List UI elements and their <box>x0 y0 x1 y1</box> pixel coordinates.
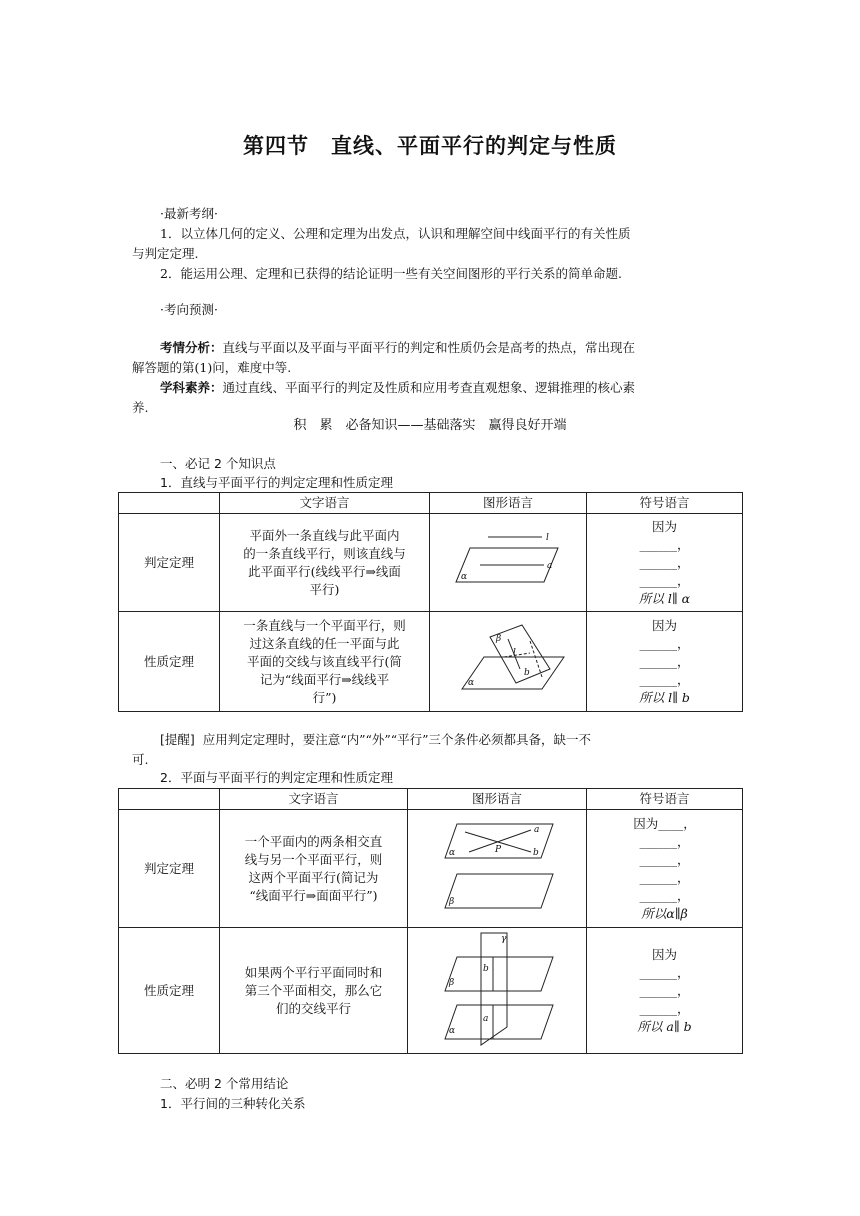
row-figure <box>430 514 587 612</box>
line-plane-parallel-table <box>118 492 743 712</box>
tip-line-1 <box>160 730 591 750</box>
symbol-line: ______， <box>639 536 690 552</box>
symbol-line: 因为 <box>651 617 677 633</box>
text-line: 如果两个平行平面同时和 <box>244 964 383 980</box>
symbol-line: ______， <box>639 833 690 849</box>
label-alpha: α <box>461 572 468 582</box>
text-line: 平面的交线与该直线平行(简 <box>247 653 402 669</box>
symbol-line: ______， <box>639 653 690 669</box>
header-text-language: 文字语言 <box>220 493 430 514</box>
row-figure <box>408 810 587 928</box>
subsection-3-heading: 1．平行间的三种转化关系 <box>160 1096 306 1111</box>
text-line: 行”) <box>312 689 337 705</box>
label-l: l <box>546 533 549 543</box>
text-line: 过这条直线的任一平面与此 <box>249 635 400 651</box>
row-symbol <box>587 810 743 928</box>
outline-item-2: 2．能运用公理、定理和已获得的结论证明一些有关空间图形的平行关系的简单命题. <box>160 266 622 281</box>
row-symbol <box>587 514 743 612</box>
text-line: “线面平行⇒面面平行”) <box>249 887 378 903</box>
outline-heading: ·最新考纲· <box>160 206 218 221</box>
symbol-conclusion: 所以 a∥ b <box>637 1018 692 1034</box>
label-beta: β <box>449 978 455 988</box>
label-gamma: γ <box>501 934 507 944</box>
row-text <box>220 928 408 1054</box>
symbol-line: 因为 <box>651 946 677 962</box>
text-line: 此平面平行(线线平行⇒线面 <box>248 563 401 579</box>
tip-label: [提醒] <box>160 732 195 747</box>
text-line: 平面外一条直线与此平面内 <box>249 527 400 543</box>
table-row <box>119 810 743 928</box>
table-header-row <box>119 789 743 810</box>
text-line: 这两个平面平行(简记为 <box>248 869 379 885</box>
label-a: a <box>534 825 540 835</box>
text-line: 一个平面内的两条相交直 <box>244 833 383 849</box>
label-b: b <box>533 848 539 858</box>
label-a: a <box>547 561 553 571</box>
label-beta: β <box>496 634 502 644</box>
label-alpha: α <box>449 848 456 858</box>
text-line: 们的交线平行 <box>275 1000 351 1016</box>
header-symbol-language: 符号语言 <box>587 789 743 810</box>
label-b: b <box>524 668 530 678</box>
plane-plane-parallel-figure <box>435 816 559 916</box>
symbol-line: ______， <box>639 635 690 651</box>
text-line: 第三个平面相交，那么它 <box>244 982 383 998</box>
symbol-conclusion: 所以 l∥ b <box>639 689 690 705</box>
header-figure-language: 图形语言 <box>430 493 587 514</box>
subsection-1-heading: 1．直线与平面平行的判定定理和性质定理 <box>160 475 393 490</box>
label-P: P <box>495 845 502 855</box>
text-line: 记为“线面平行⇒线线平 <box>259 671 390 687</box>
text-line: 线与另一个平面平行，则 <box>244 851 383 867</box>
table-row <box>119 612 743 712</box>
row-figure <box>408 928 587 1054</box>
label-beta: β <box>449 897 455 907</box>
symbol-line: 因为____， <box>633 815 696 831</box>
tip-line-2: 可. <box>132 752 149 767</box>
analysis-label: 考情分析： <box>160 340 223 355</box>
row-text <box>220 810 408 928</box>
row-text <box>220 514 430 612</box>
symbol-line: ______， <box>639 982 690 998</box>
plane-plane-property-figure <box>435 929 559 1047</box>
symbol-line: ______， <box>639 851 690 867</box>
symbol-line: ______， <box>639 869 690 885</box>
label-a: a <box>483 1014 489 1024</box>
analysis-line-2: 解答题的第(1)问，难度中等. <box>132 360 292 375</box>
symbol-line: ______， <box>639 887 690 903</box>
section-2-heading: 二、必明 2 个常用结论 <box>160 1076 289 1091</box>
symbol-conclusion: 所以 l∥ α <box>638 590 691 606</box>
tip-text-1: 应用判定定理时，要注意“内”“外”“平行”三个条件必须都具备，缺一不 <box>202 732 592 747</box>
analysis-line-1 <box>160 338 635 358</box>
header-figure-language: 图形语言 <box>408 789 587 810</box>
label-alpha: α <box>449 1026 456 1036</box>
table-row <box>119 514 743 612</box>
table-header-row <box>119 493 743 514</box>
literacy-label: 学科素养： <box>160 380 223 395</box>
row-text <box>220 612 430 712</box>
line-plane-parallel-figure <box>448 528 568 592</box>
subsection-2-heading: 2．平面与平面平行的判定定理和性质定理 <box>160 770 393 785</box>
symbol-line: ______， <box>639 671 690 687</box>
symbol-line: ______， <box>639 964 690 980</box>
text-line: 的一条直线平行，则该直线与 <box>243 545 406 561</box>
outline-item-1-line-2: 与判定定理. <box>132 246 199 261</box>
row-name: 判定定理 <box>119 514 220 612</box>
header-text-language: 文字语言 <box>220 789 408 810</box>
symbol-conclusion: 所以α∥β <box>641 905 688 921</box>
row-name: 性质定理 <box>119 612 220 712</box>
literacy-text-1: 通过直线、平面平行的判定及性质和应用考查直观想象、逻辑推理的核心素 <box>222 380 636 395</box>
page-title: 第四节 直线、平面平行的判定与性质 <box>243 134 617 158</box>
label-b: b <box>483 964 489 974</box>
outline-item-1-line-1: 1．以立体几何的定义、公理和定理为出发点，认识和理解空间中线面平行的有关性质 <box>160 226 631 241</box>
header-empty <box>119 789 220 810</box>
label-alpha: α <box>468 678 475 688</box>
section-1-heading: 一、必记 2 个知识点 <box>160 456 276 471</box>
table-row <box>119 928 743 1054</box>
section-banner: 积 累 必备知识——基础落实 赢得良好开端 <box>293 418 567 433</box>
row-name: 判定定理 <box>119 810 220 928</box>
symbol-line: ______， <box>639 554 690 570</box>
row-figure <box>430 612 587 712</box>
literacy-line-2: 养. <box>132 400 149 415</box>
analysis-text-1: 直线与平面以及平面与平面平行的判定和性质仍会是高考的热点，常出现在 <box>222 340 636 355</box>
symbol-line: ______， <box>639 1000 690 1016</box>
row-name: 性质定理 <box>119 928 220 1054</box>
row-symbol <box>587 928 743 1054</box>
symbol-line: 因为 <box>651 518 677 534</box>
text-line: 一条直线与一个平面平行，则 <box>243 617 406 633</box>
header-symbol-language: 符号语言 <box>587 493 743 514</box>
text-line: 平行) <box>309 581 340 597</box>
header-empty <box>119 493 220 514</box>
forecast-heading: ·考向预测· <box>160 302 218 317</box>
plane-plane-parallel-table <box>118 788 743 1054</box>
label-l: l <box>513 648 516 658</box>
literacy-line-1 <box>160 378 635 398</box>
line-plane-property-figure <box>446 619 570 699</box>
symbol-line: ______， <box>639 572 690 588</box>
row-symbol <box>587 612 743 712</box>
